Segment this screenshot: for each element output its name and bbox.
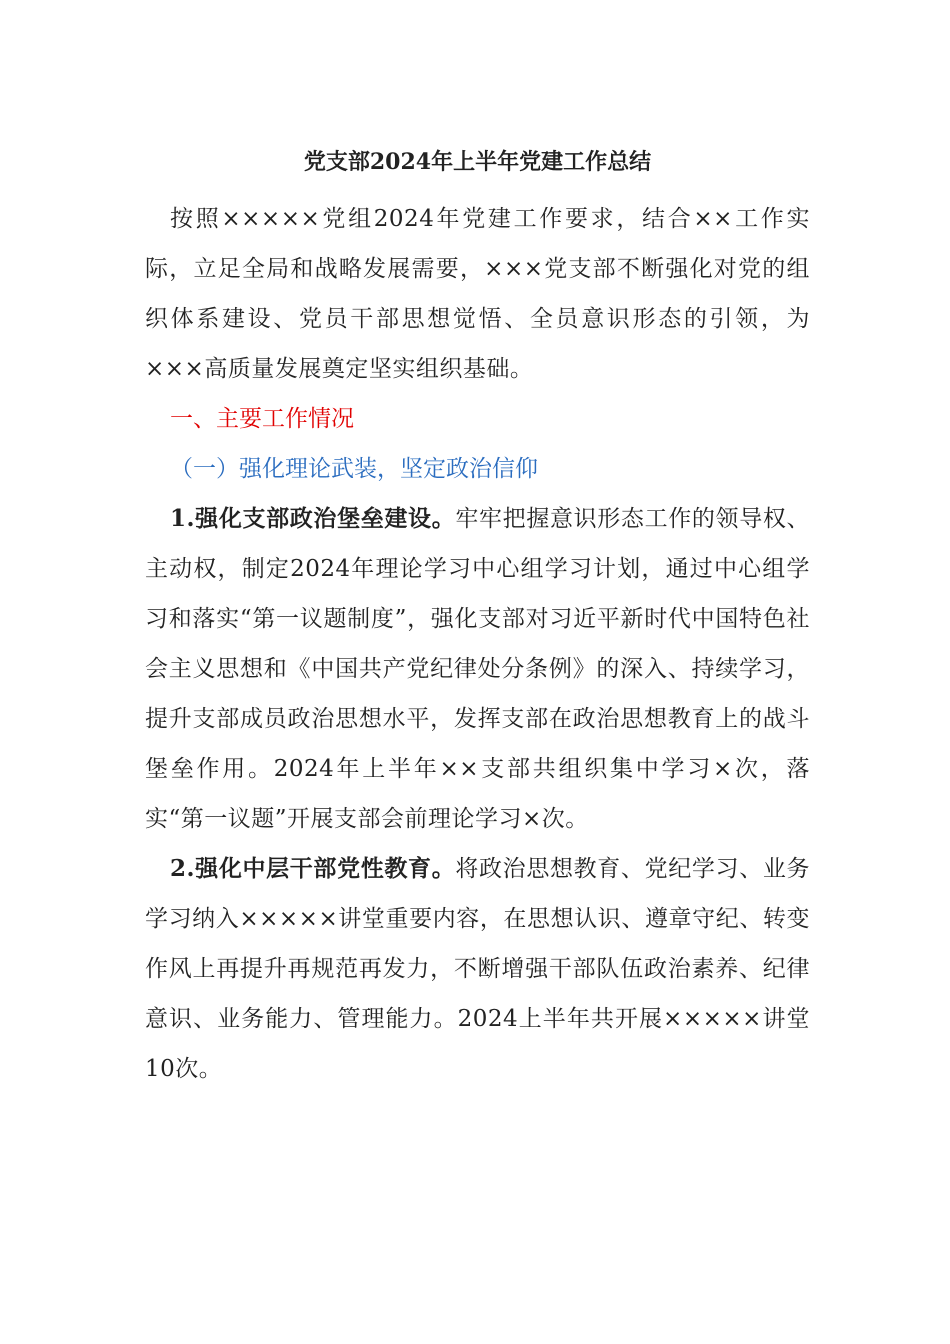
intro-paragraph: 按照×××××党组2024年党建工作要求，结合××工作实际，立足全局和战略发展需要，×××党支部不断强化对党的组织体系建设、党员干部思想觉悟、全员意识形态的引领，为×××高质量发展奠定坚实组织基础。: [145, 206, 810, 382]
item-1-body: 牢牢把握意识形态工作的领导权、主动权，制定2024年理论学习中心组学习计划，通过中心组学习和落实“第一议题制度”，强化支部对习近平新时代中国特色社会主义思想和《中国共产党纪律处分条例》的深入、持续学习，提升支部成员政治思想水平，发挥支部在政治思想教育上的战斗堡垒作用。2024年上半年××支部共组织集中学习×次，落实“第一议题”开展支部会前理论学习×次。: [145, 506, 811, 832]
document-body: [145, 140, 810, 1094]
item-2-body: 将政治思想教育、党纪学习、业务学习纳入×××××讲堂重要内容，在思想认识、遵章守纪、转变作风上再提升再规范再发力，不断增强干部队伍政治素养、纪律意识、业务能力、管理能力。2024上半年共开展×××××讲堂10次。: [145, 856, 811, 1082]
item-1-paragraph: [145, 494, 810, 844]
section-heading-main-work: 一、主要工作情况: [170, 406, 354, 432]
item-2-paragraph: [145, 844, 810, 1094]
subsection-heading-theory: （一）强化理论武装，坚定政治信仰: [170, 456, 538, 482]
item-2-lead: 2.强化中层干部党性教育。: [170, 855, 456, 882]
item-1-lead: 1.强化支部政治堡垒建设。: [170, 505, 456, 532]
document-title: 党支部2024年上半年党建工作总结: [303, 149, 652, 175]
